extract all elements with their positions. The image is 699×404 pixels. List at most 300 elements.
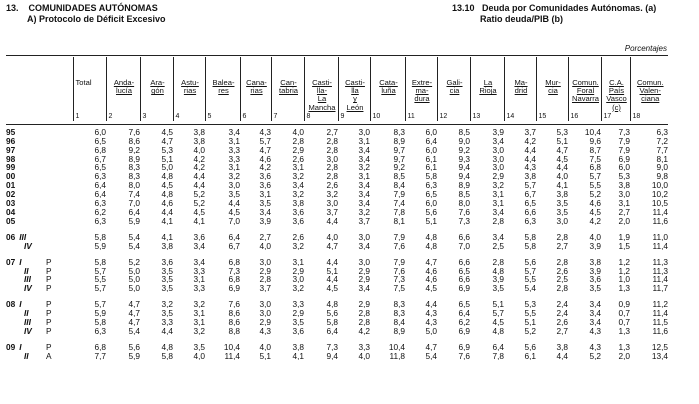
table-cell: 3,2 [358, 162, 370, 173]
row-year: 97 [6, 144, 16, 155]
row-flag [46, 242, 73, 251]
table-cell: 4,7 [161, 135, 173, 146]
table-cell: 4,8 [425, 240, 437, 251]
table-cell: 5,4 [425, 350, 437, 361]
table-cell: 3,4 [358, 198, 370, 209]
table-cell: 3,0 [492, 162, 504, 173]
table-cell: 3,1 [358, 171, 370, 182]
table-cell: 2,5 [556, 274, 568, 285]
table-cell: 4,8 [161, 189, 173, 200]
table-cell: 5,8 [94, 231, 106, 242]
table-cell: 7,3 [228, 265, 240, 276]
row-flag: P [46, 274, 52, 285]
table-cell: 12,5 [651, 341, 668, 352]
table-cell: 6,9 [458, 325, 470, 336]
row-period [6, 284, 46, 293]
row-flag [46, 199, 73, 208]
table-cell: 3,1 [228, 135, 240, 146]
table-cell: 10,5 [651, 198, 668, 209]
table-cell: 7,4 [393, 198, 405, 209]
table-cell: 8,1 [393, 215, 405, 226]
table-cell: 8,5 [458, 189, 470, 200]
table-cell: 6,0 [425, 144, 437, 155]
column-header-label: Ara- gón [150, 78, 165, 96]
table-cell: 9,2 [458, 144, 470, 155]
table-cell: 3,6 [259, 171, 271, 182]
table-cell: 3,2 [292, 283, 304, 294]
table-cell: 9,7 [393, 144, 405, 155]
column-header-label: C.A. País Vasco (c) [606, 78, 627, 112]
row-year: 05 [6, 215, 16, 226]
row-year: 95 [6, 126, 16, 137]
table-cell: 10,2 [651, 189, 668, 200]
table-cell: 3,1 [292, 162, 304, 173]
table-cell: 3,1 [358, 135, 370, 146]
table-cell: 6,1 [524, 350, 536, 361]
table-cell: 8,3 [393, 308, 405, 319]
table-cell: 2,8 [326, 144, 338, 155]
row-quarter: II [24, 265, 29, 276]
table-cell: 4,4 [425, 299, 437, 310]
table-cell: 3,6 [259, 180, 271, 191]
table-cell: 6,6 [458, 231, 470, 242]
column-header [205, 57, 240, 112]
table-cell: 2,8 [326, 135, 338, 146]
table-cell: 8,4 [393, 180, 405, 191]
table-cell: 0,9 [618, 299, 630, 310]
column-number: 13 [470, 112, 504, 121]
table-cell: 6,3 [94, 198, 106, 209]
table-cell: 8,4 [393, 317, 405, 328]
table-cell: 4,0 [589, 231, 601, 242]
column-number: 8 [304, 112, 338, 121]
row-quarter: I [19, 256, 22, 267]
row-year: 08 [6, 299, 16, 310]
table-cell: 9,8 [656, 171, 668, 182]
table-cell: 3,9 [492, 126, 504, 137]
table-cell: 3,7 [326, 206, 338, 217]
table-cell: 5,7 [492, 308, 504, 319]
table-cell: 2,6 [556, 317, 568, 328]
row-flag: P [46, 299, 52, 310]
table-row [6, 242, 668, 251]
table-cell: 3,2 [193, 299, 205, 310]
table-cell: 6,6 [458, 256, 470, 267]
table-cell: 8,9 [393, 325, 405, 336]
table-cell: 6,4 [94, 180, 106, 191]
table-row [6, 327, 668, 336]
table-cell: 5,0 [161, 162, 173, 173]
table-cell: 3,1 [193, 274, 205, 285]
table-cell: 3,1 [492, 198, 504, 209]
table-cell: 2,7 [556, 240, 568, 251]
table-title: Deuda por Comunidades Autónomas. (a) [482, 3, 657, 13]
column-header [568, 57, 601, 112]
table-cell: 3,0 [326, 198, 338, 209]
table-cell: 6,0 [425, 198, 437, 209]
row-flag [46, 190, 73, 199]
table-cell: 4,3 [259, 126, 271, 137]
table-cell: 7,6 [393, 265, 405, 276]
table-cell: 6,1 [425, 162, 437, 173]
table-cell: 9,4 [458, 162, 470, 173]
table-cell: 8,8 [228, 325, 240, 336]
table-cell: 9,3 [458, 153, 470, 164]
column-header-label: Comun. Valen- ciana [636, 78, 664, 104]
column-header [240, 57, 271, 112]
table-cell: 7,9 [393, 231, 405, 242]
column-number: 17 [601, 112, 630, 121]
column-header-label: Cata- luña [379, 78, 398, 96]
row-flag: P [46, 256, 52, 267]
table-cell: 3,5 [161, 308, 173, 319]
table-cell: 4,4 [193, 180, 205, 191]
table-cell: 3,5 [161, 274, 173, 285]
table-cell: 4,0 [193, 144, 205, 155]
table-cell: 9,7 [393, 153, 405, 164]
table-cell: 6,5 [458, 265, 470, 276]
column-number: 12 [437, 112, 470, 121]
column-header [173, 57, 205, 112]
table-cell: 5,0 [425, 325, 437, 336]
row-quarter: IV [24, 283, 32, 294]
table-cell: 10,4 [584, 126, 601, 137]
column-header-label: Can- tabria [279, 78, 298, 96]
table-cell: 2,8 [326, 171, 338, 182]
table-cell: 3,4 [589, 299, 601, 310]
table-cell: 4,4 [326, 274, 338, 285]
table-cell: 3,3 [292, 299, 304, 310]
column-header [601, 57, 630, 112]
table-cell: 3,5 [292, 317, 304, 328]
table-cell: 3,6 [161, 256, 173, 267]
table-row [6, 284, 668, 293]
table-cell: 2,0 [618, 215, 630, 226]
table-cell: 4,6 [425, 265, 437, 276]
table-cell: 4,7 [259, 144, 271, 155]
table-cell: 3,4 [358, 283, 370, 294]
table-cell: 2,9 [492, 171, 504, 182]
chapter-number: 13. [6, 3, 19, 13]
table-cell: 3,7 [259, 283, 271, 294]
table-cell: 3,7 [524, 126, 536, 137]
table-cell: 9,0 [458, 135, 470, 146]
table-cell: 3,9 [492, 274, 504, 285]
table-cell: 3,6 [292, 325, 304, 336]
table-cell: 2,8 [556, 231, 568, 242]
row-period [6, 242, 46, 251]
column-header [470, 57, 504, 112]
table-cell: 4,7 [326, 240, 338, 251]
table-cell: 3,5 [556, 198, 568, 209]
table-cell: 4,0 [193, 350, 205, 361]
table-cell: 7,6 [228, 299, 240, 310]
column-header-label: Ma- drid [514, 78, 528, 96]
table-cell: 5,2 [524, 325, 536, 336]
table-cell: 3,8 [524, 171, 536, 182]
table-cell: 7,3 [458, 215, 470, 226]
table-cell: 3,2 [292, 171, 304, 182]
table-cell: 10,0 [651, 180, 668, 191]
table-cell: 1,0 [618, 274, 630, 285]
column-header-label: Astu- rias [181, 78, 199, 96]
table-cell: 4,0 [358, 350, 370, 361]
table-cell: 8,6 [128, 135, 140, 146]
table-cell: 4,4 [161, 206, 173, 217]
column-number: 9 [338, 112, 370, 121]
table-cell: 5,2 [193, 189, 205, 200]
table-cell: 5,7 [524, 265, 536, 276]
table-cell: 5,8 [524, 240, 536, 251]
table-cell: 6,4 [94, 189, 106, 200]
table-cell: 11,3 [652, 256, 668, 267]
table-cell: 3,2 [292, 189, 304, 200]
table-cell: 4,2 [259, 162, 271, 173]
column-header [338, 57, 370, 112]
table-cell: 2,6 [556, 265, 568, 276]
table-cell: 8,6 [228, 308, 240, 319]
row-flag [46, 128, 73, 137]
table-cell: 4,7 [556, 144, 568, 155]
table-cell: 3,0 [492, 153, 504, 164]
table-cell: 2,4 [556, 299, 568, 310]
table-cell: 6,9 [228, 283, 240, 294]
table-row [6, 352, 668, 361]
table-cell: 5,6 [425, 206, 437, 217]
table-cell: 4,5 [492, 317, 504, 328]
table-cell: 4,7 [128, 317, 140, 328]
table-cell: 3,2 [193, 325, 205, 336]
row-quarter: III [19, 231, 27, 242]
table-cell: 4,2 [524, 135, 536, 146]
table-cell: 7,9 [393, 256, 405, 267]
row-quarter: I [19, 341, 22, 352]
column-header [271, 57, 304, 112]
table-cell: 7,6 [128, 126, 140, 137]
table-cell: 6,3 [94, 171, 106, 182]
table-cell: 10,4 [223, 341, 240, 352]
left-header [6, 3, 166, 25]
table-cell: 5,2 [589, 350, 601, 361]
table-cell: 3,6 [292, 215, 304, 226]
column-header-label: Gali- cia [446, 78, 463, 96]
table-cell: 6,0 [618, 162, 630, 173]
table-cell: 8,1 [656, 153, 668, 164]
table-cell: 8,0 [128, 180, 140, 191]
table-cell: 3,4 [228, 126, 240, 137]
table-cell: 2,7 [326, 126, 338, 137]
table-cell: 11,4 [652, 308, 668, 319]
table-cell: 3,8 [292, 198, 304, 209]
table-cell: 5,6 [128, 341, 140, 352]
table-cell: 5,6 [326, 308, 338, 319]
table-cell: 3,6 [589, 274, 601, 285]
column-header-label: La Rioja [479, 78, 497, 96]
row-flag [46, 217, 73, 226]
table-body [6, 121, 668, 361]
table-cell: 3,0 [259, 256, 271, 267]
row-flag [46, 146, 73, 155]
table-cell: 2,6 [292, 231, 304, 242]
table-cell: 5,8 [94, 256, 106, 267]
table-cell: 7,7 [94, 350, 106, 361]
table-cell: 8,9 [393, 135, 405, 146]
row-year: 04 [6, 206, 16, 217]
table-cell: 11,3 [652, 265, 668, 276]
table-cell: 3,3 [358, 341, 370, 352]
table-cell: 2,9 [292, 308, 304, 319]
table-cell: 11,2 [652, 299, 668, 310]
table-cell: 4,0 [259, 240, 271, 251]
table-cell: 4,4 [326, 215, 338, 226]
table-cell: 3,0 [618, 189, 630, 200]
table-cell: 6,4 [326, 325, 338, 336]
table-cell: 3,8 [292, 341, 304, 352]
table-cell: 4,0 [292, 126, 304, 137]
column-number: 4 [173, 112, 205, 121]
table-cell: 3,0 [358, 231, 370, 242]
table-cell: 7,3 [618, 126, 630, 137]
column-number: 2 [106, 112, 140, 121]
table-cell: 4,6 [161, 198, 173, 209]
table-cell: 2,0 [618, 350, 630, 361]
table-cell: 8,9 [458, 180, 470, 191]
table-cell: 4,5 [589, 206, 601, 217]
table-cell: 5,8 [326, 317, 338, 328]
table-cell: 3,0 [358, 256, 370, 267]
row-quarter: II [24, 350, 29, 361]
column-header-label: Extre- ma- dura [411, 78, 433, 104]
table-cell: 5,7 [94, 299, 106, 310]
table-cell: 8,3 [393, 126, 405, 137]
table-row [6, 217, 668, 226]
table-cell: 5,8 [161, 350, 173, 361]
table-cell: 3,2 [161, 299, 173, 310]
table-cell: 4,5 [556, 153, 568, 164]
table-subtitle: Ratio deuda/PIB (b) [480, 14, 563, 24]
row-year: 01 [6, 180, 16, 191]
table-cell: 13,4 [651, 350, 668, 361]
table-cell: 8,0 [458, 198, 470, 209]
row-year: 06 [6, 231, 16, 242]
column-header-label: Anda- lucía [113, 78, 135, 96]
table-cell: 5,9 [94, 308, 106, 319]
table-cell: 4,5 [326, 283, 338, 294]
table-cell: 9,4 [326, 350, 338, 361]
column-header [405, 57, 437, 112]
table-cell: 2,6 [292, 153, 304, 164]
table-cell: 2,7 [618, 206, 630, 217]
table-cell: 8,3 [128, 171, 140, 182]
table-cell: 11,4 [652, 240, 668, 251]
row-quarter: IV [24, 325, 32, 336]
table-cell: 3,1 [193, 308, 205, 319]
table-cell: 4,7 [128, 308, 140, 319]
table-cell: 6,8 [94, 341, 106, 352]
table-cell: 6,1 [425, 153, 437, 164]
column-number: 14 [504, 112, 536, 121]
table-cell: 5,8 [524, 231, 536, 242]
table-cell: 3,8 [589, 256, 601, 267]
table-cell: 3,4 [358, 189, 370, 200]
table-cell: 4,4 [326, 256, 338, 267]
table-cell: 8,7 [589, 144, 601, 155]
table-cell: 4,4 [556, 350, 568, 361]
table-cell: 4,3 [524, 162, 536, 173]
table-cell: 6,5 [524, 198, 536, 209]
column-number: 18 [630, 112, 668, 121]
table-cell: 3,0 [228, 180, 240, 191]
table-cell: 6,4 [425, 135, 437, 146]
table-cell: 3,0 [292, 274, 304, 285]
table-cell: 3,6 [193, 231, 205, 242]
table-cell: 4,3 [589, 325, 601, 336]
table-cell: 5,7 [259, 135, 271, 146]
table-cell: 8,6 [228, 317, 240, 328]
table-cell: 3,3 [228, 153, 240, 164]
table-cell: 3,0 [326, 153, 338, 164]
row-quarter: III [24, 274, 31, 285]
table-cell: 3,3 [228, 144, 240, 155]
column-header [630, 57, 668, 112]
table-cell: 7,6 [458, 350, 470, 361]
table-cell: 6,0 [425, 126, 437, 137]
table-cell: 3,1 [292, 256, 304, 267]
column-header [140, 57, 173, 112]
table-cell: 3,4 [589, 308, 601, 319]
table-cell: 4,8 [326, 299, 338, 310]
table-cell: 2,9 [358, 299, 370, 310]
row-period [6, 217, 46, 226]
table-cell: 2,9 [292, 144, 304, 155]
table-cell: 4,5 [161, 126, 173, 137]
table-cell: 7,9 [393, 189, 405, 200]
table-cell: 4,3 [425, 317, 437, 328]
table-cell: 1,5 [618, 240, 630, 251]
row-flag [46, 208, 73, 217]
table-cell: 7,9 [618, 135, 630, 146]
table-cell: 6,3 [94, 325, 106, 336]
table-cell: 3,4 [492, 135, 504, 146]
table-cell: 3,8 [161, 240, 173, 251]
column-number: 3 [140, 112, 173, 121]
table-cell: 3,0 [556, 215, 568, 226]
table-cell: 5,5 [94, 274, 106, 285]
table-cell: 4,4 [524, 144, 536, 155]
table-cell: 11,5 [652, 317, 668, 328]
column-number: 16 [568, 112, 601, 121]
column-header-label: Cana- rias [246, 78, 267, 96]
table-cell: 11,4 [652, 206, 668, 217]
table-cell: 4,2 [358, 325, 370, 336]
chapter-title: COMUNIDADES AUTÓNOMAS [28, 3, 158, 13]
table-cell: 3,5 [161, 265, 173, 276]
table-cell: 4,1 [193, 215, 205, 226]
column-label-row [6, 57, 668, 112]
row-period [6, 327, 46, 336]
row-year: 07 [6, 256, 16, 267]
table-cell: 1,2 [618, 265, 630, 276]
column-header [504, 57, 536, 112]
table-cell: 2,8 [326, 162, 338, 173]
table-cell: 7,6 [393, 240, 405, 251]
table-cell: 7,6 [458, 206, 470, 217]
table-cell: 3,4 [358, 144, 370, 155]
column-number: 1 [73, 112, 106, 121]
row-flag [46, 137, 73, 146]
table-cell: 3,8 [193, 126, 205, 137]
table-cell: 5,1 [524, 317, 536, 328]
